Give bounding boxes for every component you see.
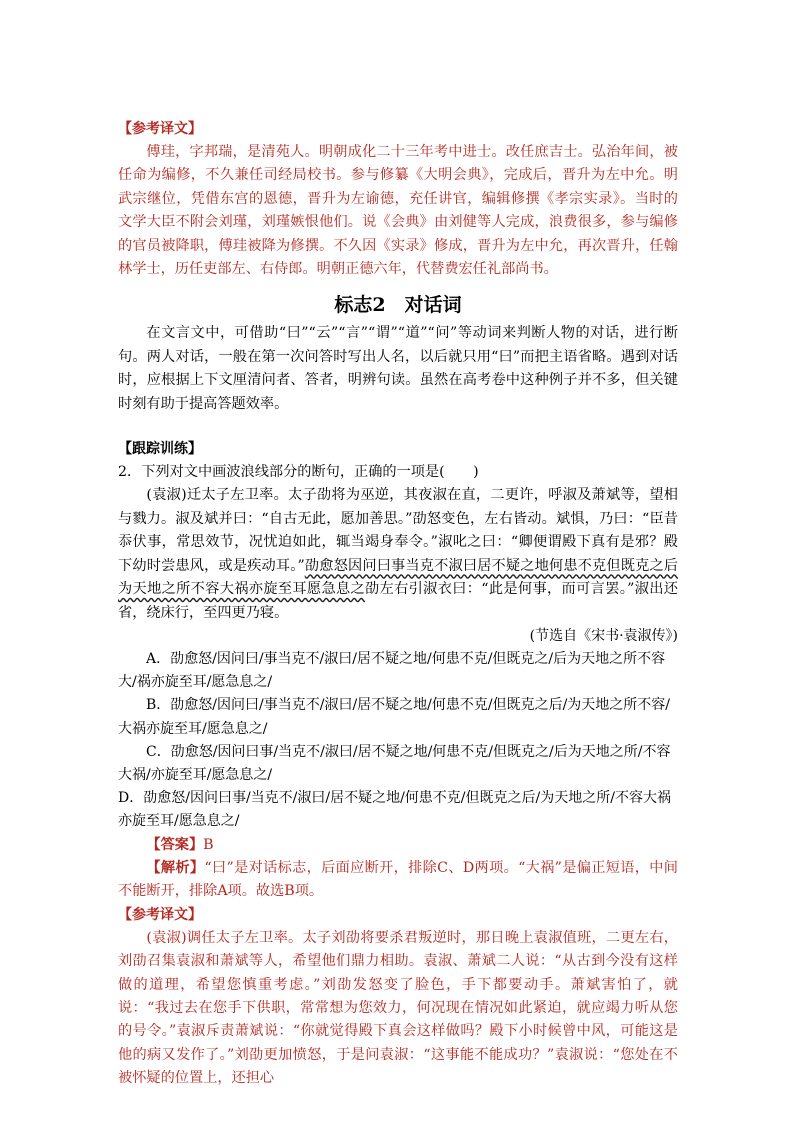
analysis-line — [118, 857, 678, 904]
passage-after: 劭左右引淑衣曰：“此是何事，而可言罢。”淑出还省，绕床行，至四更乃寝。 — [118, 581, 678, 621]
analysis-text: “曰”是对话标志，后面应断开，排除C、D两项。“大祸”是偏正短语，中间不能断开，排除A项。故选B项。 — [118, 859, 678, 900]
reference-translation-text-2: (袁淑)调任太子左卫率。太子刘劭将要杀君叛逆时，那日晚上袁淑值班，二更左右，刘劭召集袁淑和萧斌等人，希望他们鼎力相助。袁淑、萧斌二人说：“从古到今没有这样做的道理，希望您慎重考虑。”刘劭发怒变了脸色，手下都要动手。萧斌害怕了，就说：“我过去在您手下供职，常常想为您效力，何况现在情况如此紧迫，就应竭力听从您的号令。”袁淑斥责萧斌说：“你就觉得殿下真会这样做吗？殿下小时候曾中风，可能这是他的病又发作了。”刘劭更加愤怒，于是问袁淑：“这事能不能成功？”袁淑说：“您处在不被怀疑的位置上，还担心 — [118, 929, 678, 1087]
passage-before: (袁淑)迁太子左卫率。太子劭将为巫逆，其夜淑在直，二更许，呼淑及萧斌等，望相与戮力。淑及斌并曰：“自古无此，愿加善思。”劭怒变色，左右皆动。斌惧，乃曰：“臣昔忝伏事，常思效节，况忧迫如此，辄当竭身奉令。”淑叱之曰：“卿便谓殿下真有是邪？殿下幼时尝患风，或是疾动耳。” — [118, 487, 678, 574]
option-d: D．劭愈怒/因问曰事/当克不/淑曰/居不疑之地/何患不克/但既克之后/为天地之所/不容大祸亦旋至耳/愿急息之/ — [118, 790, 671, 830]
option-b: B．劭愈怒/因问曰/事当克不/淑曰/居不疑之地/何患不克/但既克之后/为天地之所不容/大祸亦旋至耳/愿急息之/ — [118, 697, 671, 737]
answer-value: B — [203, 836, 214, 853]
reference-translation-header: 【参考译文】 — [118, 121, 202, 137]
analysis-label: 【解析】 — [146, 859, 205, 876]
section-intro-text: 在文言文中，可借助“曰”“云”“言”“谓”“道”“问”等动词来判断人物的对话，进行断句。两人对话，一般在第一次问答时写出人名，以后就只用“曰”而把主语省略。遇到对话时，应根据上下文厘清问者、答者，明辨句读。虽然在高考卷中这种例子并不多，但关键时刻有助于提高答题效率。 — [118, 325, 678, 412]
option-a: A．劭愈怒/因问曰/事当克不/淑曰/居不疑之地/何患不克/但既克之/后为天地之所不容大/祸亦旋至耳/愿急息之/ — [118, 650, 666, 691]
option-c: C．劭愈怒/因问曰事/当克不/淑曰/居不疑之地/何患不克/但既克之/后为天地之所/不容大祸/亦旋至耳/愿急息之/ — [118, 743, 671, 783]
reference-translation-header-2: 【参考译文】 — [118, 906, 202, 923]
spacer — [118, 416, 678, 438]
answer-line — [118, 834, 678, 857]
passage-wavy-underline: 劭愈怒因问曰事当克不淑曰居不疑之地何患不克但既克之后为天地之所不容大祸亦旋至耳愿急息之 — [118, 557, 678, 598]
question-stem: 2．下列对文中画波浪线部分的断句，正确的一项是( ) — [118, 464, 479, 481]
section-title: 标志2 对话词 — [334, 294, 462, 317]
answer-label: 【答案】 — [146, 836, 204, 853]
reference-translation-text: 傅珪，字邦瑞，是清苑人。明朝成化二十三年考中进士。改任庶吉士。弘治年间，被任命为编修，不久兼任司经局校书。参与修纂《大明会典》，完成后，晋升为左中允。明武宗继位，凭借东宫的恩德，晋升为左谕德，充任讲官，编辑修撰《孝宗实录》。当时的文学大臣不附会刘瑾，刘瑾嫉恨他们。说《会典》由刘健等人完成，浪费很多，参与编修的官员被降职，傅珪被降为修撰。不久因《实录》修成，晋升为左中允，再次晋升，任翰林学士，历任吏部左、右侍郎。明朝正德六年，代替费宏任礼部尚书。 — [118, 144, 678, 278]
training-header: 【跟踪训练】 — [118, 441, 202, 458]
document-page — [118, 118, 678, 1091]
passage — [118, 484, 678, 624]
passage-source: (节选自《宋书·袁淑传》) — [529, 627, 678, 644]
